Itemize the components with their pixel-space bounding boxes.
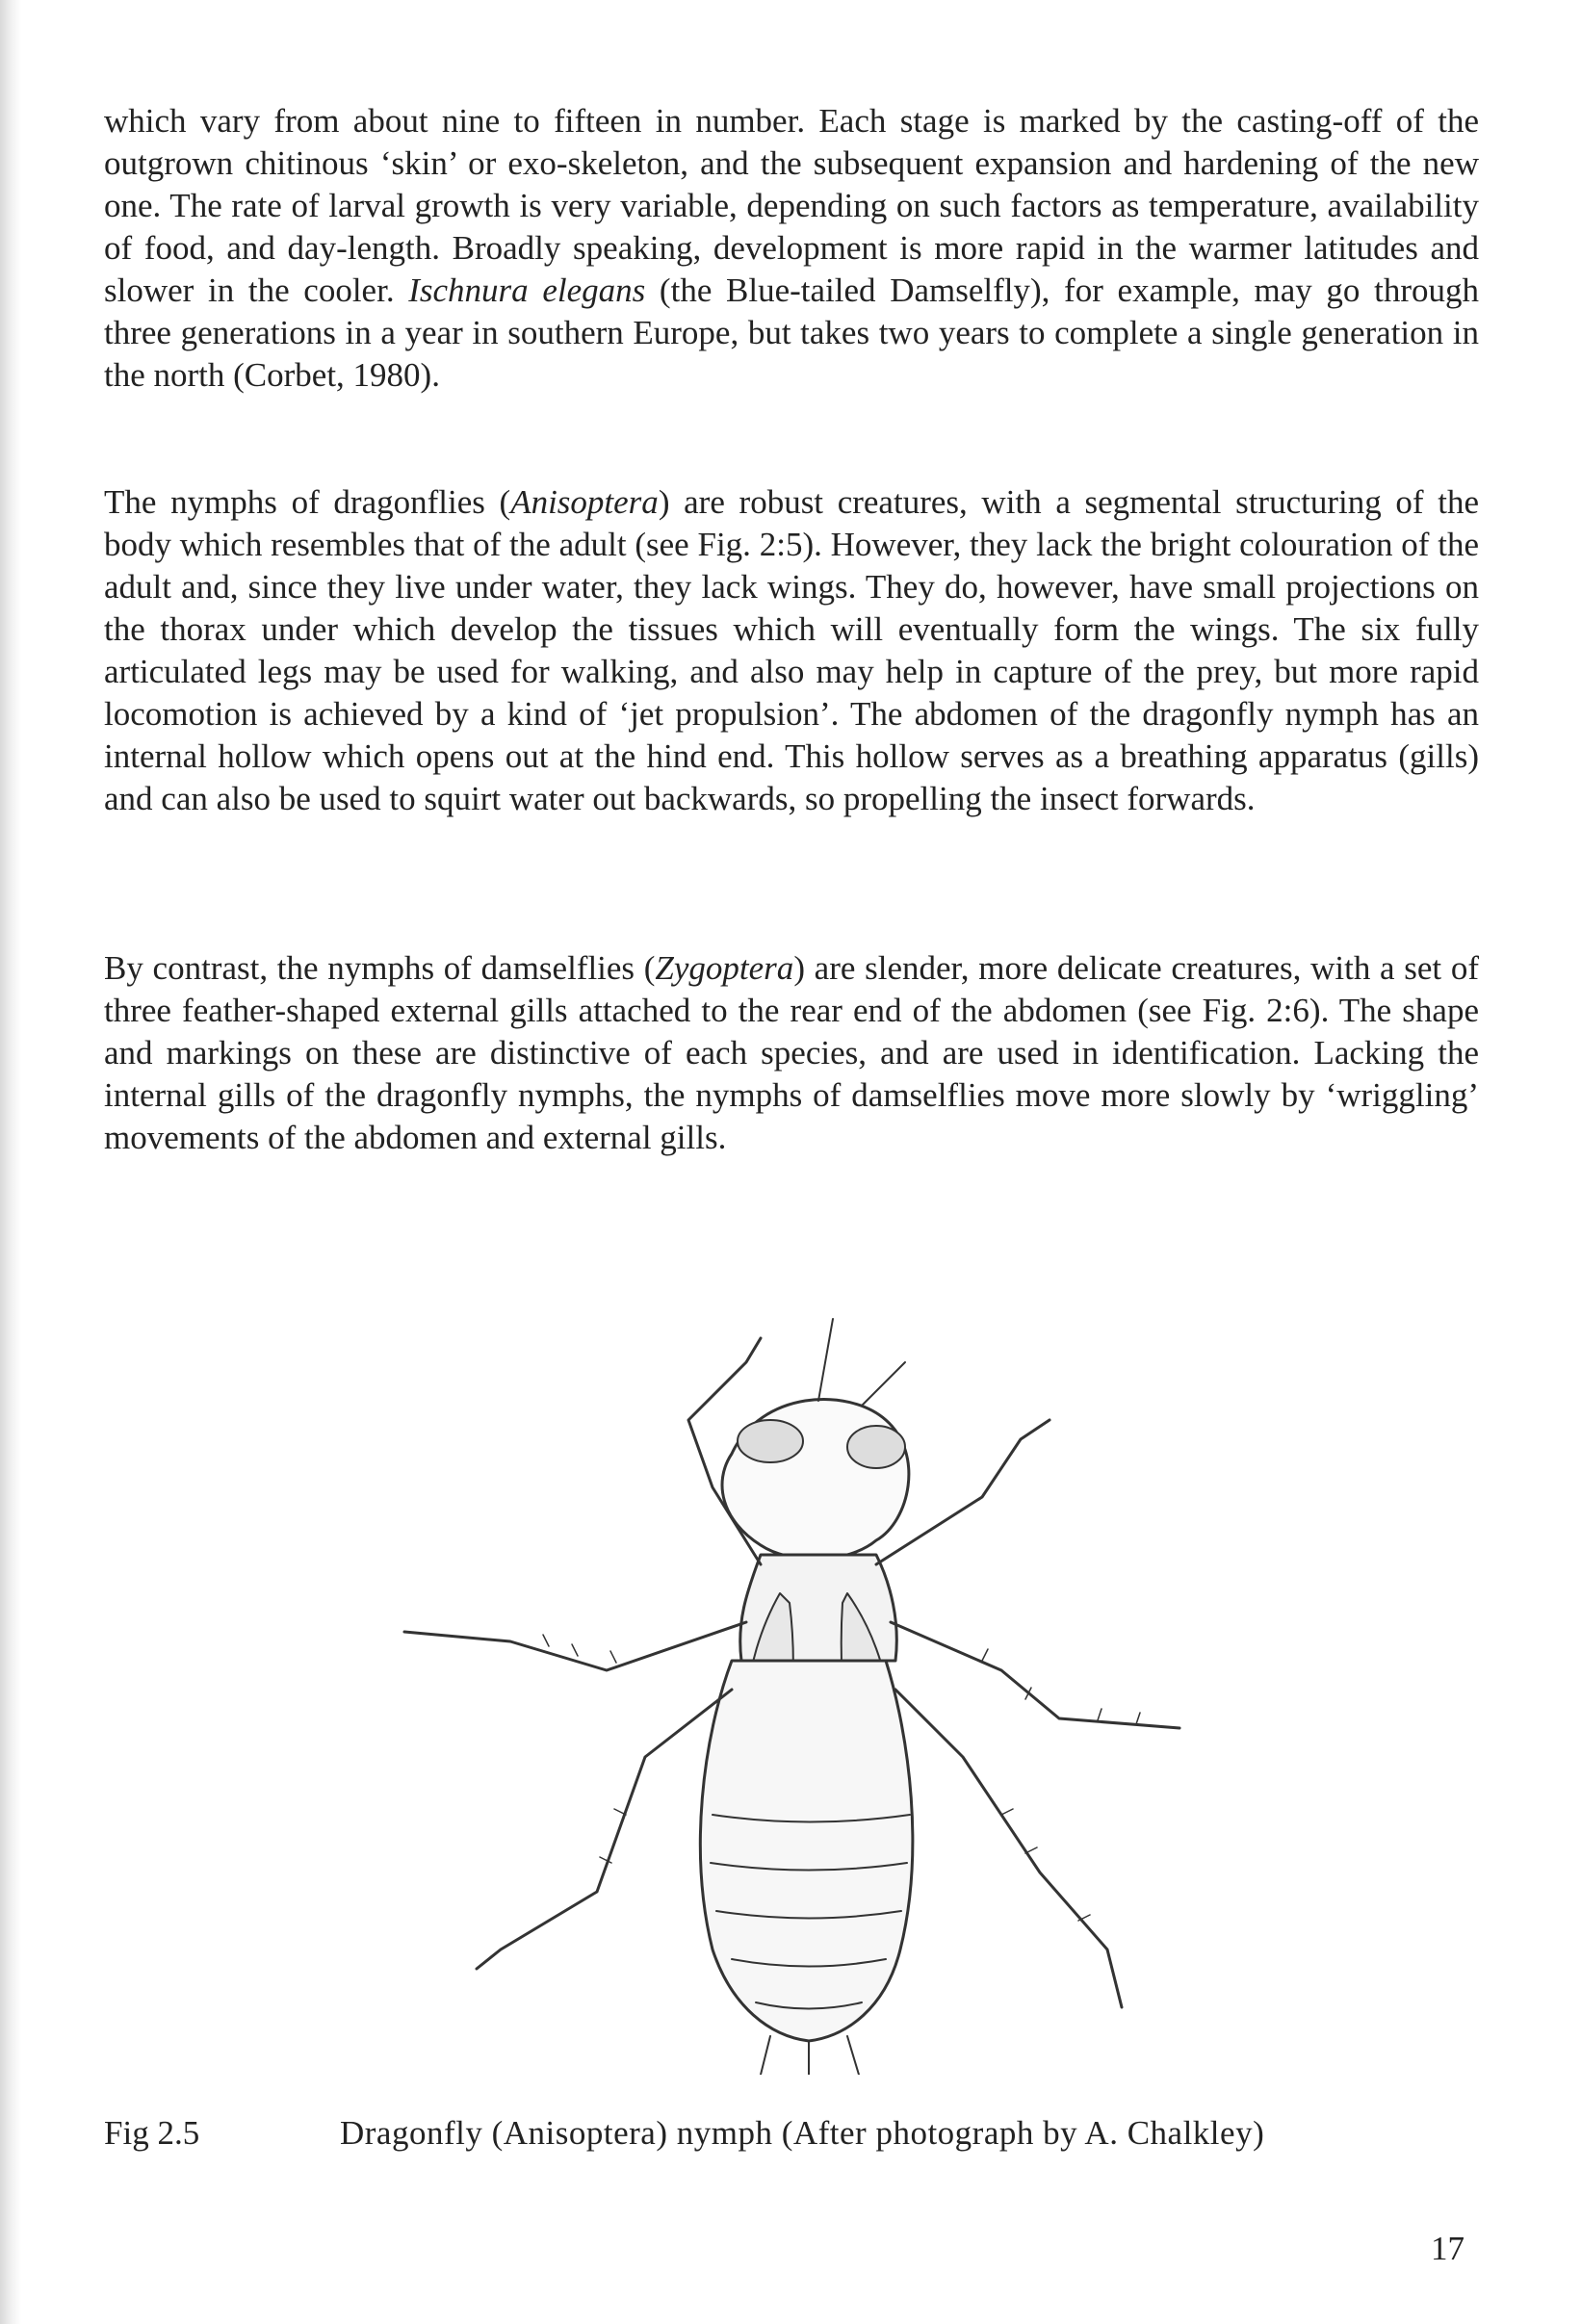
nymph-eye-left	[738, 1420, 803, 1462]
nymph-leg-mid-right	[891, 1622, 1179, 1728]
paragraph-2	[104, 481, 1479, 820]
nymph-antenna-right	[862, 1362, 905, 1406]
order-name-anisoptera: Anisoptera	[510, 483, 659, 521]
paragraph-1-text-b: (the Blue-tailed Damselfly), for example, may go through three generations in a year in southern Europe, but takes two years to complete a single generation in the north (Corbet, 1980).	[104, 271, 1479, 394]
paragraph-1-text-a: which vary from about nine to fifteen in number. Each stage is marked by the casting-off of the outgrown chitinous ‘skin’ or exo-skeleton, and the subsequent expansion and hardening of the new one. The rate of larval growth is very variable, depending on such factors as temperature, availability of food, and day-length. Broadly speaking, development is more rapid in the warmer latitudes and slower in the cooler.	[104, 102, 1479, 309]
order-name-zygoptera: Zygoptera	[655, 949, 794, 987]
dragonfly-nymph-illustration	[308, 1276, 1290, 2075]
page-number: 17	[1431, 2230, 1464, 2267]
nymph-head	[722, 1399, 909, 1559]
paragraph-2-text-a: The nymphs of dragonflies (	[104, 483, 511, 521]
nymph-leg-hind-left	[477, 1690, 732, 1969]
figure-caption: Dragonfly (Anisoptera) nymph (After photograph by A. Chalkley)	[340, 2114, 1265, 2152]
paragraph-3-text-a: By contrast, the nymphs of damselflies (	[104, 949, 656, 987]
paragraph-2-text-b: ) are robust creatures, with a segmental structuring of the body which resembles that of the adult (see Fig. 2:5). However, they lack the bright colouration of the adult and, since they live under water, they lack wings. They do, however, have small projections on the thorax under which develop the tissues which will eventually form the wings. The six fully articulated legs may be used for walking, and also may help in capture of the prey, but more rapid locomotion is achieved by a kind of ‘jet propulsion’. The abdomen of the dragonfly nymph has an internal hollow which opens out at the hind end. This hollow serves as a breathing apparatus (gills) and can also be used to squirt water out backwards, so propelling the insect forwards.	[104, 483, 1479, 817]
nymph-leg-mid-left	[404, 1622, 746, 1670]
nymph-leg-hind-right	[895, 1690, 1122, 2007]
figure-number: Fig 2.5	[104, 2114, 200, 2152]
nymph-eye-right	[847, 1426, 905, 1468]
nymph-anal-spines	[761, 2036, 859, 2075]
paragraph-1	[104, 100, 1479, 397]
paragraph-3-text-b: ) are slender, more delicate creatures, with a set of three feather-shaped external gills attached to the rear end of the abdomen (see Fig. 2:6). The shape and markings on these are distinctive of each species, and are used in identification. Lacking the internal gills of the dragonfly nymphs, the nymphs of damselflies move more slowly by ‘wriggling’ movements of the abdomen and external gills.	[104, 949, 1479, 1156]
nymph-abdomen	[700, 1661, 912, 2041]
scan-edge-shadow	[0, 0, 21, 2324]
species-name-ischnura: Ischnura elegans	[408, 271, 646, 309]
nymph-antenna-left	[818, 1319, 833, 1401]
paragraph-3	[104, 947, 1479, 1159]
